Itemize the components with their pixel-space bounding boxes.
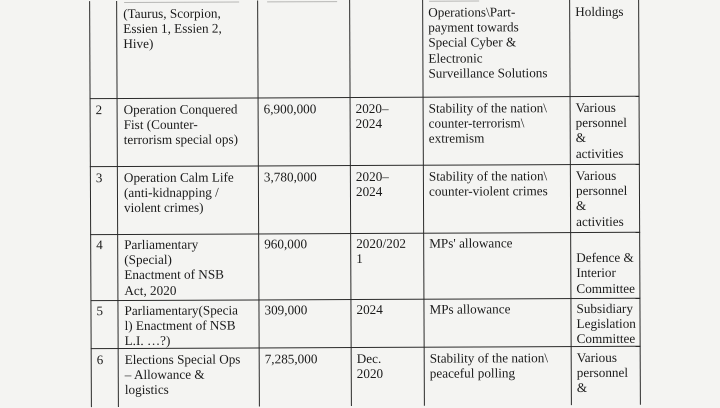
cell-beneficiary: personnel (575, 183, 628, 199)
cell-operation: logistics (124, 382, 169, 398)
table-border-left (89, 1, 92, 407)
cell-period: 1 (356, 251, 363, 267)
cell-purpose: MPs allowance (429, 301, 511, 317)
cell-operation: terrorism special ops) (123, 131, 239, 148)
cell-beneficiary: & (575, 198, 587, 214)
cell-amount: 3,780,000 (263, 169, 317, 185)
cell-amount: 6,900,000 (263, 101, 317, 117)
cropped-text-fragment (429, 0, 479, 2)
row-divider (91, 346, 641, 350)
cell-beneficiary: & (575, 130, 587, 146)
cell-purpose: Stability of the nation\ (428, 168, 548, 184)
cropped-text-fragment (267, 0, 337, 2)
cell-operation: Parliamentary (124, 236, 199, 253)
cell-period: 2020/202 (356, 235, 407, 252)
column-divider (422, 0, 425, 406)
cell-beneficiary: Various (575, 99, 616, 116)
cell-beneficiary: Subsidiary (576, 300, 633, 317)
cell-amount: 960,000 (264, 236, 308, 252)
row-divider (90, 164, 640, 168)
cell-no: 4 (96, 237, 103, 253)
row-divider (90, 96, 640, 100)
cell-purpose: payment towards (428, 19, 519, 35)
cropped-text-fragment (124, 0, 239, 3)
cell-beneficiary: Interior (576, 265, 616, 281)
cell-purpose: peaceful polling (429, 365, 516, 381)
cell-period: Dec. (356, 350, 382, 367)
cell-operation: (anti-kidnapping / (123, 184, 219, 201)
cell-operation: Enactment of NSB (124, 266, 224, 283)
cell-amount: 7,285,000 (264, 351, 318, 367)
cell-operation: Operation Conquered (123, 101, 238, 118)
table-border-right (638, 0, 641, 405)
cell-no: 2 (95, 102, 103, 118)
cell-purpose: Surveillance Solutions (428, 64, 548, 81)
cell-operation: Fist (Counter- (123, 116, 198, 133)
cell-no: 3 (95, 170, 103, 186)
cell-operation: Act, 2020 (124, 282, 177, 298)
cell-period: 2024 (355, 116, 383, 132)
cell-no: 5 (96, 303, 104, 319)
cell-beneficiary: Legislation (576, 315, 636, 332)
cell-operation: l) Enactment of NSB (124, 317, 236, 334)
table-row (0, 0, 719, 81)
cell-purpose: Stability of the nation\ (428, 100, 547, 116)
cell-beneficiary: personnel (576, 365, 629, 381)
cell-purpose: Special Cyber & (428, 34, 517, 51)
cell-period: 2020– (355, 100, 389, 117)
cell-period: 2020 (356, 366, 384, 382)
cell-purpose: counter-violent crimes (428, 183, 548, 199)
cell-beneficiary: Defence & (576, 249, 634, 266)
cell-purpose: counter-terrorism\ (428, 115, 525, 131)
cell-beneficiary: Holdings (575, 3, 624, 20)
cell-operation: (Special) (124, 252, 172, 268)
cell-period: 2024 (355, 184, 383, 200)
column-divider (257, 0, 260, 406)
cell-beneficiary: & (576, 380, 588, 396)
cell-no: 6 (96, 352, 104, 368)
cell-operation: violent crimes) (123, 200, 204, 216)
cell-operation: Hive) (123, 36, 154, 52)
column-divider (349, 0, 352, 406)
cell-beneficiary: Various (575, 167, 617, 184)
cell-purpose: Stability of the nation\ (429, 350, 549, 366)
cell-period: 2020– (355, 168, 389, 185)
cell-purpose: Electronic (428, 50, 483, 66)
cell-beneficiary: Various (576, 349, 618, 366)
cell-purpose: extremism (428, 130, 485, 147)
cell-period: 2024 (356, 301, 383, 318)
cell-beneficiary: activities (575, 145, 624, 161)
cell-operation: – Allowance & (124, 366, 205, 383)
column-divider (116, 1, 119, 407)
cell-beneficiary: activities (576, 213, 624, 229)
cell-operation: (Taurus, Scorpion, (123, 5, 221, 22)
cell-operation: Operation Calm Life (123, 169, 234, 186)
column-divider (569, 0, 572, 405)
cell-operation: L.I. …?) (124, 333, 171, 349)
cell-beneficiary: Committee (576, 331, 636, 347)
cell-beneficiary: Committee (576, 280, 636, 296)
cell-purpose: Operations\Part- (428, 4, 516, 20)
cell-operation: Parliamentary(Specia (124, 302, 239, 319)
cell-operation: Essien 1, Essien 2, (123, 20, 222, 37)
cell-beneficiary: personnel (575, 115, 627, 131)
cell-operation: Elections Special Ops (124, 351, 241, 368)
cell-purpose: MPs' allowance (429, 235, 513, 251)
cell-amount: 309,000 (264, 302, 308, 318)
